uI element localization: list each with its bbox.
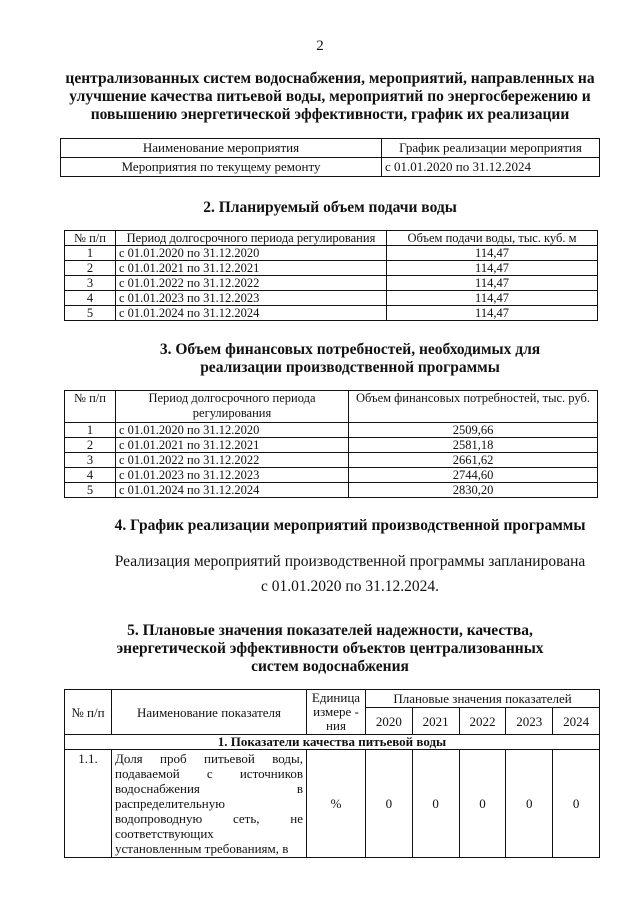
table-row <box>65 291 598 306</box>
table-cell: 114,47 <box>387 306 598 321</box>
indicators-table <box>64 689 600 858</box>
table-cell: 114,47 <box>387 246 598 261</box>
table-cell: 114,47 <box>387 276 598 291</box>
heading-line: централизованных систем водоснабжения, мероприятий, направленных на <box>65 70 595 87</box>
table-header-cell: Период долгосрочного периода регулирования <box>116 231 387 246</box>
table-cell: 1.1. <box>65 750 112 858</box>
table-header-cell: Объем финансовых потребностей, тыс. руб. <box>349 391 598 423</box>
heading-line: улучшение качества питьевой воды, мероприятий по энергосбережению и <box>69 88 591 105</box>
table-header-row <box>61 139 600 158</box>
table-cell: с 01.01.2021 по 31.12.2021 <box>116 261 387 276</box>
table-cell: 1 <box>65 423 116 438</box>
section-heading-continuation <box>40 70 620 124</box>
table-cell: 0 <box>506 750 553 858</box>
table-cell: с 01.01.2022 по 31.12.2022 <box>116 276 387 291</box>
section-title-line: реализации производственной программы <box>200 359 500 376</box>
table-cell: с 01.01.2022 по 31.12.2022 <box>116 453 349 468</box>
table-row <box>65 438 598 453</box>
table-row <box>65 261 598 276</box>
water-supply-volume-table <box>64 230 598 321</box>
section-2-title: 2. Планируемый объем подачи воды <box>203 199 457 216</box>
table-cell: 114,47 <box>387 291 598 306</box>
section-title-line: систем водоснабжения <box>251 658 409 675</box>
table-cell: 4 <box>65 291 116 306</box>
year-header-cell: 2024 <box>553 708 600 735</box>
table-row <box>65 453 598 468</box>
table-cell: с 01.01.2021 по 31.12.2021 <box>116 438 349 453</box>
table-cell: 3 <box>65 453 116 468</box>
table-header-cell: Плановые значения показателей <box>366 690 600 708</box>
table-group-cell: 1. Показатели качества питьевой воды <box>65 735 600 750</box>
table-cell: 2 <box>65 438 116 453</box>
table-row <box>65 483 598 498</box>
table-header-cell: № п/п <box>65 690 112 735</box>
table-cell: 3 <box>65 276 116 291</box>
financial-needs-table <box>64 390 598 498</box>
table-cell: Доля проб питьевой воды, подаваемой с источников водоснабжения в распределительную водопроводную сеть, не соответствующих установленным требованиям, в <box>112 750 307 858</box>
table-cell: с 01.01.2020 по 31.12.2020 <box>116 246 387 261</box>
section-4-text-line-1: Реализация мероприятий производственной программы запланирована <box>114 553 586 570</box>
table-cell: 2509,66 <box>349 423 598 438</box>
table-cell: с 01.01.2020 по 31.12.2020 <box>116 423 349 438</box>
table-cell: 0 <box>366 750 413 858</box>
table-cell: 114,47 <box>387 261 598 276</box>
year-header-cell: 2022 <box>459 708 506 735</box>
table-cell: с 01.01.2023 по 31.12.2023 <box>116 291 387 306</box>
table-row <box>65 246 598 261</box>
table-cell: 2 <box>65 261 116 276</box>
table-header-row <box>65 231 598 246</box>
table-cell: 0 <box>459 750 506 858</box>
section-title-line: 5. Плановые значения показателей надежности, качества, <box>127 622 533 639</box>
table-row <box>65 276 598 291</box>
table-cell: % <box>307 750 366 858</box>
table-cell: 2744,60 <box>349 468 598 483</box>
section-4-text-line-2: с 01.01.2020 по 31.12.2024. <box>261 578 439 595</box>
table-cell: 2830,20 <box>349 483 598 498</box>
table-row <box>65 306 598 321</box>
activities-schedule-table <box>60 138 600 177</box>
section-4-title: 4. График реализации мероприятий производственной программы <box>114 517 586 534</box>
table-cell: 4 <box>65 468 116 483</box>
table-cell: 1 <box>65 246 116 261</box>
page-number: 2 <box>316 38 324 54</box>
heading-line: повышению энергетической эффективности, график их реализации <box>90 106 570 123</box>
table-header-cell: № п/п <box>65 391 116 423</box>
table-cell: с 01.01.2024 по 31.12.2024 <box>116 483 349 498</box>
table-row <box>65 423 598 438</box>
table-cell: с 01.01.2024 по 31.12.2024 <box>116 306 387 321</box>
table-cell: с 01.01.2023 по 31.12.2023 <box>116 468 349 483</box>
table-header-cell: Объем подачи воды, тыс. куб. м <box>387 231 598 246</box>
table-cell: 5 <box>65 306 116 321</box>
table-header-cell: Наименование показателя <box>112 690 307 735</box>
section-title-line: энергетической эффективности объектов централизованных <box>116 640 544 657</box>
table-row <box>61 158 600 177</box>
year-header-cell: 2023 <box>506 708 553 735</box>
year-header-cell: 2021 <box>412 708 459 735</box>
table-header-cell: Наименование мероприятия <box>61 139 382 158</box>
table-header-row <box>65 391 598 423</box>
table-cell: 2661,62 <box>349 453 598 468</box>
table-header-row <box>65 690 600 708</box>
table-group-row <box>65 735 600 750</box>
year-header-cell: 2020 <box>366 708 413 735</box>
table-cell: Мероприятия по текущему ремонту <box>61 158 382 177</box>
table-cell: с 01.01.2020 по 31.12.2024 <box>382 158 600 177</box>
section-5-title <box>0 622 640 676</box>
table-cell: 0 <box>412 750 459 858</box>
table-header-cell: Единица измере - ния <box>307 690 366 735</box>
table-header-cell: График реализации мероприятия <box>382 139 600 158</box>
table-cell: 5 <box>65 483 116 498</box>
table-row <box>65 468 598 483</box>
section-3-title <box>0 341 640 377</box>
table-header-cell: Период долгосрочного периода регулирования <box>116 391 349 423</box>
section-title-line: 3. Объем финансовых потребностей, необходимых для <box>159 341 541 358</box>
table-header-cell: № п/п <box>65 231 116 246</box>
table-cell: 0 <box>553 750 600 858</box>
table-cell: 2581,18 <box>349 438 598 453</box>
table-row <box>65 750 600 858</box>
